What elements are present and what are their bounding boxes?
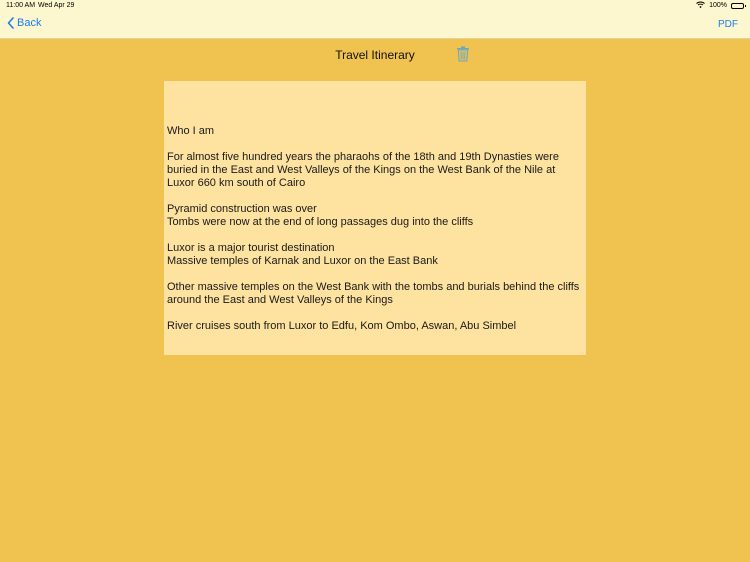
note-paragraph: For almost five hundred years the pharaohs of the 18th and 19th Dynasties were buried in the East and West Valleys of the Kings on the West Bank of the Nile at Luxor 660 km south of Cairo [167, 151, 563, 189]
note-paragraph: Pyramid construction was over Tombs were now at the end of long passages dug into the cliffs [167, 203, 474, 228]
page-title: Travel Itinerary [335, 48, 415, 62]
note-paragraph: Who I am [167, 125, 215, 137]
note-text-area[interactable] [164, 81, 586, 355]
battery-percent: 100% [709, 2, 727, 9]
back-button[interactable] [7, 17, 41, 29]
wifi-icon [696, 1, 705, 10]
chevron-left-icon [7, 17, 14, 29]
status-right [696, 1, 744, 10]
back-label: Back [17, 17, 42, 29]
status-time: 11:00 AM [6, 2, 36, 9]
battery-icon [731, 3, 744, 9]
status-bar [0, 0, 750, 12]
navigation-bar [0, 14, 750, 36]
trash-icon[interactable] [456, 46, 470, 62]
note-paragraph: River cruises south from Luxor to Edfu, Kom Ombo, Aswan, Abu Simbel [167, 320, 517, 332]
note-paragraph: Luxor is a major tourist destination Massive temples of Karnak and Luxor on the East Bank [167, 242, 438, 267]
pdf-button[interactable]: PDF [718, 19, 738, 30]
status-date: Wed Apr 29 [38, 2, 75, 9]
note-paragraph: Other massive temples on the West Bank with the tombs and burials behind the cliffs around the East and West Valleys of the Kings [167, 281, 583, 306]
top-bar [0, 0, 750, 39]
